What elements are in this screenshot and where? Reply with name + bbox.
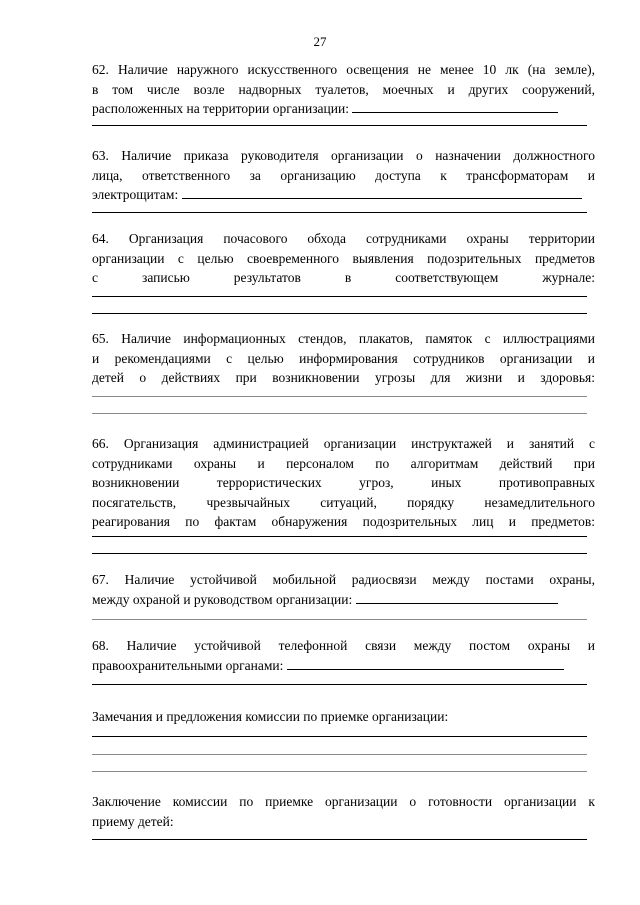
item-64 [92,229,595,288]
item-64-line-2: организации с целью своевременного выявления подозрительных предметов [92,250,595,266]
item-65 [92,329,595,388]
answer-blank-62-inline[interactable] [352,100,558,113]
item-62-line-2: в том числе возле надворных туалетов, моечных и других сооружений, [92,81,595,97]
item-62 [92,60,595,119]
answer-line-67[interactable] [92,619,587,620]
page-number: 27 [313,34,327,49]
remarks-line-1[interactable] [92,736,587,737]
item-66-line-2: сотрудниками охраны и персоналом по алгоритмам действий при [92,455,595,471]
item-64-line-1: 64. Организация почасового обхода сотрудниками охраны территории [92,231,595,246]
item-66 [92,434,595,532]
answer-line-62[interactable] [92,125,587,126]
commission-conclusion-line-2: приему детей: [92,813,174,829]
answer-blank-63-inline[interactable] [182,186,582,199]
item-66-line-5: реагирования по фактам обнаружения подозрительных лиц и предметов: [92,514,595,529]
item-68-line-1: 68. Наличие устойчивой телефонной связи между постом охраны и [92,638,595,653]
item-63-line-1: 63. Наличие приказа руководителя организации о назначении должностного [92,148,595,163]
item-65-line-2: и рекомендациями с целью информирования сотрудников организации и [92,350,595,366]
answer-line-63[interactable] [92,212,587,213]
item-63-line-3: электрощитам: [92,187,179,202]
answer-blank-67-inline[interactable] [356,591,558,604]
item-66-line-3: возникновении террористических угроз, иных противоправных [92,475,595,490]
item-67-line-2: между охраной и руководством организации: [92,591,353,607]
answer-blank-68-inline[interactable] [287,657,564,670]
commission-remarks-label: Замечания и предложения комиссии по приемке организации: [92,709,449,724]
conclusion-line-1[interactable] [92,839,587,840]
item-66-line-4: посягательств, чрезвычайных ситуаций, порядку незамедлительного [92,494,595,510]
item-64-line-3: с записью результатов в соответствующем журнале: [92,270,595,285]
item-68-line-2: правоохранительными органами: [92,657,284,673]
answer-line-66-1[interactable] [92,536,587,537]
item-63 [92,146,595,205]
item-67-line-1: 67. Наличие устойчивой мобильной радиосвязи между постами охраны, [92,572,595,587]
commission-conclusion [92,792,595,831]
answer-line-65-2[interactable] [92,413,587,414]
item-62-line-3: расположенных на территории организации: [92,101,349,116]
answer-line-64-1[interactable] [92,296,587,297]
item-65-line-3: детей о действиях при возникновении угрозы для жизни и здоровья: [92,370,595,385]
item-66-line-1: 66. Организация администрацией организации инструктажей и занятий с [92,436,595,451]
answer-line-66-2[interactable] [92,553,587,554]
item-67 [92,570,595,609]
item-62-line-1: 62. Наличие наружного искусственного освещения не менее 10 лк (на земле), [92,62,595,77]
commission-conclusion-line-1: Заключение комиссии по приемке организации о готовности организации к [92,794,595,809]
item-68 [92,636,595,675]
answer-line-65-1[interactable] [92,396,587,397]
item-63-line-2: лица, ответственного за организацию доступа к трансформаторам и [92,167,595,183]
answer-line-64-2[interactable] [92,313,587,314]
commission-remarks [92,707,595,727]
remarks-line-2[interactable] [92,754,587,755]
item-65-line-1: 65. Наличие информационных стендов, плакатов, памяток с иллюстрациями [92,331,595,346]
remarks-line-3[interactable] [92,771,587,772]
answer-line-68[interactable] [92,684,587,685]
